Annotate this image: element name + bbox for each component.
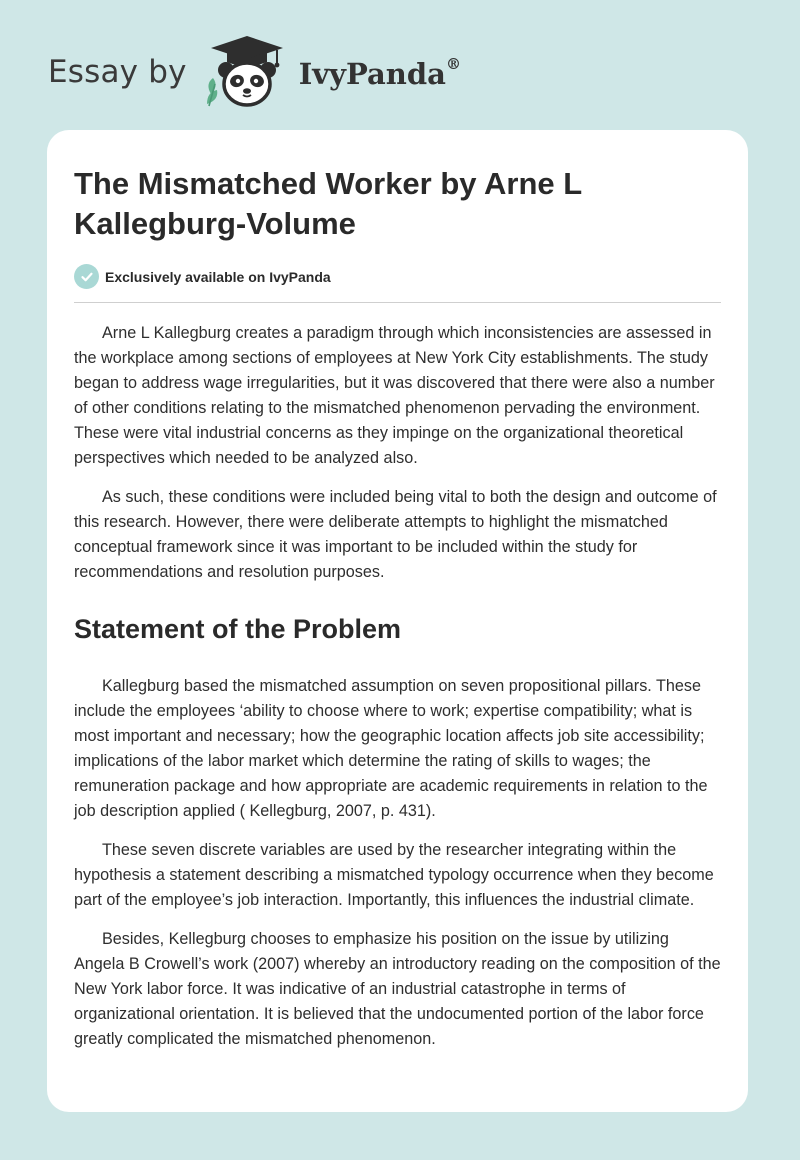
site-header: [48, 34, 461, 110]
paragraph-1: Arne L Kallegburg creates a paradigm through which inconsistencies are assessed in the workplace among sections of employees at New York City establishments. The study began to address wage irregularities, but it was discovered that there were also a number of other conditions relating to the mismatched phenomenon pervading the environment. These were vital industrial concerns as they impinge on the organizational theoretical perspectives which needed to be analyzed also.: [74, 324, 715, 467]
check-icon: [74, 264, 99, 289]
essay-by-label: Essay by: [48, 54, 187, 90]
brand-name[interactable]: [299, 57, 461, 91]
essay-card: [47, 130, 748, 1112]
paragraph-2: As such, these conditions were included being vital to both the design and outcome of this research. However, there were deliberate attempts to highlight the mismatched conceptual framework since it was important to be included within the study for recommendations and resolution purposes.: [74, 488, 717, 581]
registered-mark: ®: [445, 55, 461, 73]
essay-title: The Mismatched Worker by Arne L Kallegburg-Volume: [74, 166, 582, 241]
section-paragraph-3: Besides, Kellegburg chooses to emphasize his position on the issue by utilizing Angela B Crowell’s work (2007) whereby an introductory reading on the composition of the New York labor force. It was indicative of an industrial catastrophe in terms of organizational orientation. It is believed that the undocumented portion of the labor force greatly complicated the mismatched phenomenon.: [74, 930, 721, 1048]
section-heading: Statement of the Problem: [74, 614, 402, 644]
section-paragraph-1: Kallegburg based the mismatched assumption on seven propositional pillars. These include the employees ‘ability to choose where to work; expertise compatibility; what is most important and necessary; how the geographic location affects job site accessibility; implications of the labor market which determine the rating of skills to wages; the remuneration package and how appropriate are academic requirements in relation to the job description applied ( Kellegburg, 2007, p. 431).: [74, 677, 708, 820]
brand-text: IvyPanda: [298, 57, 446, 91]
panda-graduate-logo-icon[interactable]: [201, 34, 293, 110]
section-paragraph-2: These seven discrete variables are used by the researcher integrating within the hypothesis a statement describing a mismatched typology occurrence when they become part of the employee’s job interaction. Importantly, this influences the industrial climate.: [74, 841, 714, 909]
exclusive-badge: [74, 264, 721, 303]
exclusive-badge-text: Exclusively available on IvyPanda: [105, 268, 331, 285]
